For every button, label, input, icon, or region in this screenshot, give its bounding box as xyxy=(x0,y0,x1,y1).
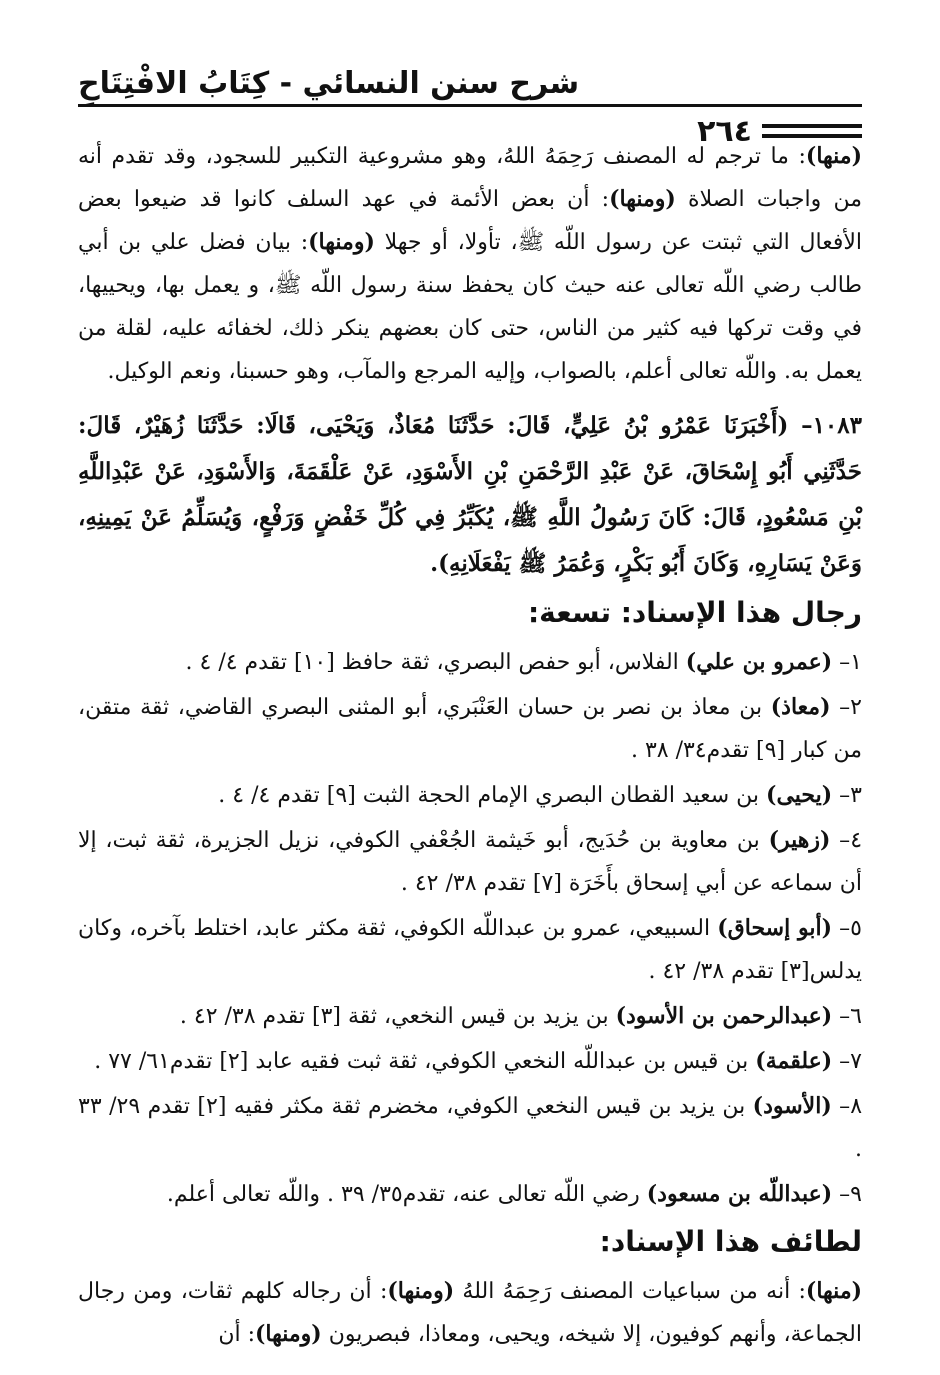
narrator-item xyxy=(78,641,862,684)
narrator-name: (الأسود) xyxy=(752,1093,832,1119)
commentary-text: : أن بعض الأئمة في عهد السلف كانوا قد ضيعوا بعض الأفعال التي ثبتت عن رسول اللّه ﷺ، تأولا، أو جهلا xyxy=(78,187,862,255)
point-label: (ومنها) xyxy=(387,1278,455,1304)
narrator-name: (يحيى) xyxy=(766,782,833,808)
narrator-description: رضي اللّه تعالى عنه، تقدم٣٥/ ٣٩ . واللّه تعالى أعلم. xyxy=(166,1182,647,1207)
page-number: ٢٦٤ xyxy=(697,114,752,149)
commentary-text: : أنه من سباعيات المصنف رَحِمَهُ اللهُ xyxy=(454,1279,806,1304)
narrator-name: (عبداللّه بن مسعود) xyxy=(646,1181,833,1207)
narrator-number: ٧– xyxy=(832,1049,862,1074)
subtleties-paragraph xyxy=(78,1270,862,1356)
narrator-name: (علقمة) xyxy=(755,1048,833,1074)
narrator-description: بن يزيد بن قيس النخعي، ثقة [٣] تقدم ٣٨/ ٤٢ . xyxy=(179,1004,616,1029)
narrator-description: الفلاس، أبو حفص البصري، ثقة حافظ [١٠] تقدم ٤/ ٤ . xyxy=(185,650,686,675)
narrator-item xyxy=(78,995,862,1038)
narrator-item xyxy=(78,1085,862,1171)
narrator-description: بن معاوية بن حُدَيج، أبو خَيثمة الجُعْفي الكوفي، نزيل الجزيرة، ثقة ثبت، إلا أن سماعه عن أبي إسحاق بأَخَرَة [٧] تقدم ٣٨/ ٤٢ . xyxy=(78,828,862,896)
narrator-name: (أبو إسحاق) xyxy=(717,915,833,941)
commentary-text: : أن xyxy=(218,1322,255,1347)
point-label: (ومنها) xyxy=(255,1321,322,1347)
narrator-number: ٣– xyxy=(832,783,862,808)
commentary-text: : أن رجاله كلهم ثقات، ومن رجال الجماعة، وأنهم كوفيون، إلا شيخه، ويحيى، ومعاذا، فبصريون xyxy=(78,1279,862,1347)
narrator-name: (زهير) xyxy=(768,827,831,853)
narrator-number: ٤– xyxy=(830,828,863,853)
subtleties-heading: لطائف هذا الإسناد: xyxy=(599,1225,862,1258)
narrator-item xyxy=(78,774,862,817)
commentary-text: : بيان فضل علي بن أبي طالب رضي اللّه تعالى عنه حيث كان يحفظ سنة رسول اللّه ﷺ، و يعمل بها، ويحييها، في وقت تركها فيه كثير من الناس، حتى كان بعضهم ينكر ذلك، لخفائه عليه، لقلة من يعمل به. واللّه تعالى أعلم، بالصواب، وإليه المرجع والمآب، وهو حسبنا، ونعم الوكيل. xyxy=(78,230,862,384)
narrator-description: السبيعي، عمرو بن عبداللّه الكوفي، ثقة مكثر عابد، اختلط بآخره، وكان يدلس[٣] تقدم ٣٨/ ٤٢ . xyxy=(78,916,862,984)
narrator-description: بن معاذ بن نصر بن حسان العَنْبَري، أبو المثنى البصري القاضي، ثقة متقن، من كبار [٩] تقدم٣٤/ ٣٨ . xyxy=(78,695,862,763)
point-label: (منها) xyxy=(805,143,862,169)
narrator-number: ٢– xyxy=(830,695,862,720)
narrator-number: ٦– xyxy=(832,1004,862,1029)
narrator-number: ٥– xyxy=(832,916,862,941)
narrator-description: بن يزيد بن قيس النخعي الكوفي، مخضرم ثقة مكثر فقيه [٢] تقدم ٢٩/ ٣٣ . xyxy=(78,1094,862,1162)
commentary-paragraph xyxy=(78,135,862,393)
narrator-item xyxy=(78,907,862,993)
narrator-item xyxy=(78,819,862,905)
hadith-text: ١٠٨٣– (أَخْبَرَنَا عَمْرُو بْنُ عَلِيٍّ، قَالَ: حَدَّثَنَا مُعَاذٌ، وَيَحْيَى، قَالَا: حَدَّثَنَا زُهَيْرٌ، قَالَ: حَدَّثَنِي أَبُو إِسْحَاقَ، عَنْ عَبْدِ الرَّحْمَنِ بْنِ الأَسْوَدِ، عَنْ عَلْقَمَةَ، وَالأَسْوَدِ، عَنْ عَبْدِاللَّهِ بْنِ مَسْعُودٍ، قَالَ: كَانَ رَسُولُ اللَّهِ ﷺ، يُكَبِّرُ فِي كُلِّ خَفْضٍ وَرَفْعٍ، وَيُسَلِّمُ عَنْ يَمِينِهِ، وَعَنْ يَسَارِهِ، وَكَانَ أَبُو بَكْرٍ، وَعُمَرُ ﷺ يَفْعَلَانِهِ). xyxy=(78,412,862,577)
page-body xyxy=(78,135,862,1356)
point-label: (منها) xyxy=(805,1278,863,1304)
narrator-description: بن قيس بن عبداللّه النخعي الكوفي، ثقة ثبت فقيه عابد [٢] تقدم٦١/ ٧٧ . xyxy=(94,1049,756,1074)
narrator-name: (عبدالرحمن بن الأسود) xyxy=(615,1003,833,1029)
page-header xyxy=(78,58,862,149)
commentary-text: : ما ترجم له المصنف رَحِمَهُ اللهُ، وهو مشروعية التكبير للسجود، وقد تقدم أنه من واجبات الصلاة xyxy=(78,144,862,212)
narrator-description: بن سعيد القطان البصري الإمام الحجة الثبت [٩] تقدم ٤/ ٤ . xyxy=(218,783,767,808)
running-title: شرح سنن النسائي - كِتَابُ الافْتِتَاحِ xyxy=(78,66,580,101)
narrator-number: ٨– xyxy=(831,1094,863,1119)
double-rule-upper xyxy=(762,124,862,128)
point-label: (ومنها) xyxy=(609,186,676,212)
narrators-heading: رجال هذا الإسناد: تسعة: xyxy=(527,596,862,629)
narrator-item xyxy=(78,686,862,772)
narrator-number: ٩– xyxy=(832,1182,862,1207)
narrator-number: ١– xyxy=(832,650,862,675)
narrator-item xyxy=(78,1040,862,1083)
narrators-list xyxy=(78,641,862,1216)
narrator-name: (معاذ) xyxy=(770,694,831,720)
point-label: (ومنها) xyxy=(308,229,375,255)
narrator-item xyxy=(78,1173,862,1216)
narrator-name: (عمرو بن علي) xyxy=(685,649,833,675)
